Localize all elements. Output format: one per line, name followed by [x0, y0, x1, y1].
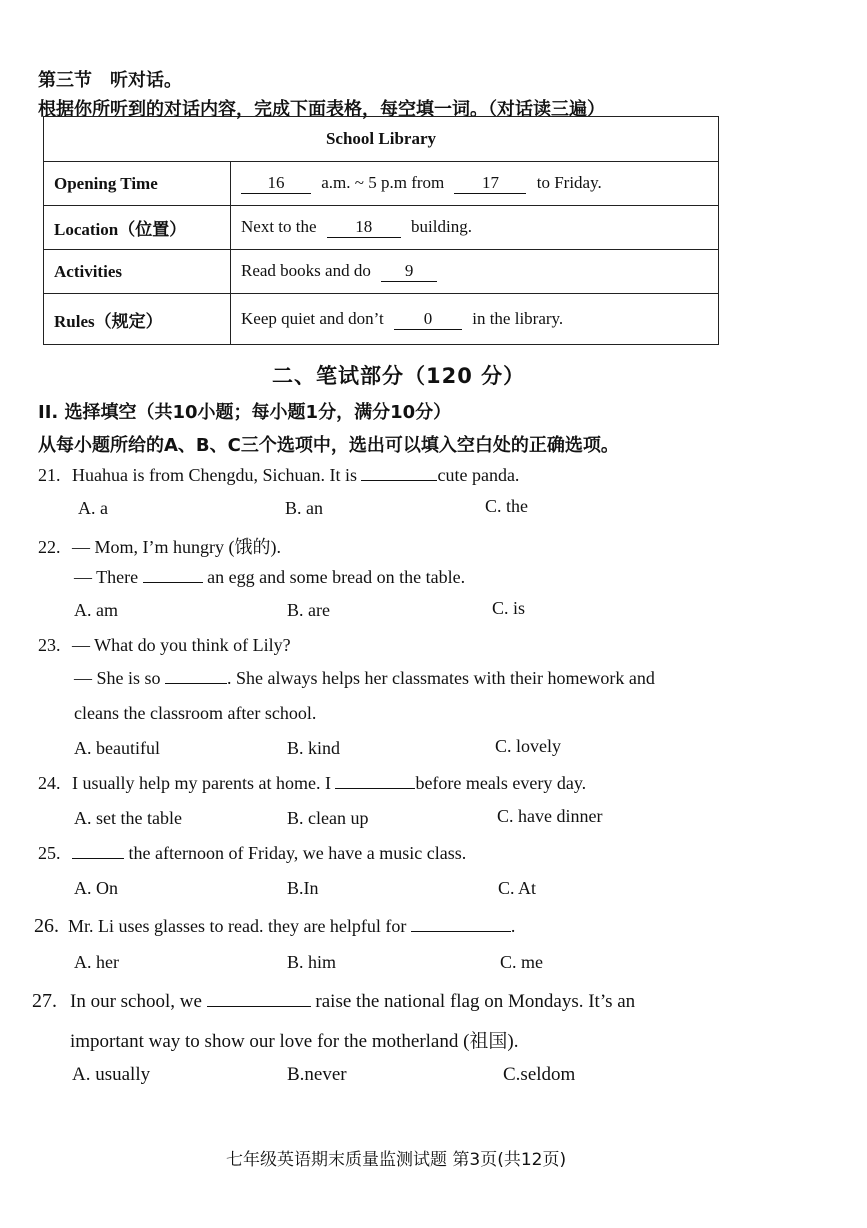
- row-value-location: [231, 206, 719, 250]
- question-number: 23.: [38, 635, 61, 655]
- part2-section-title: II. 选择填空（共10小题；每小题1分，满分10分）: [38, 402, 452, 423]
- question-number: 22.: [38, 537, 61, 557]
- rules-pre: Keep quiet and don’t: [241, 308, 384, 328]
- option-b: B.In: [287, 878, 319, 898]
- question-text: .: [510, 916, 516, 936]
- answer-blank-20: 0: [394, 309, 462, 330]
- option-c: C.seldom: [503, 1064, 576, 1085]
- question-text: before meals every day.: [415, 773, 587, 793]
- option-b: B. kind: [287, 738, 341, 758]
- question-text: Huahua is from Chengdu, Sichuan. It is: [72, 465, 357, 485]
- question-22: [38, 533, 281, 559]
- table-title: School Library: [44, 117, 719, 162]
- opening-time-post: to Friday.: [536, 173, 602, 192]
- row-label-activities: Activities: [44, 250, 231, 294]
- answer-blank: [72, 858, 124, 859]
- answer-blank: [207, 1006, 311, 1007]
- row-value-opening-time: [231, 162, 719, 206]
- option-a: A. On: [74, 878, 118, 898]
- question-number: 21.: [38, 465, 61, 485]
- question-number: 24.: [38, 773, 61, 793]
- answer-blank-17: 17: [454, 173, 526, 194]
- option-c: C. At: [498, 878, 537, 898]
- question-text: — What do you think of Lily?: [72, 635, 291, 655]
- opening-time-mid: a.m. ~ 5 p.m from: [321, 173, 445, 192]
- section3-label: 第三节: [38, 70, 92, 91]
- question-text: — She is so: [74, 668, 161, 688]
- part2-instruction: 从每小题所给的A、B、C三个选项中，选出可以填入空白处的正确选项。: [38, 435, 619, 456]
- question-text: I usually help my parents at home. I: [72, 773, 331, 793]
- answer-blank: [143, 582, 203, 583]
- question-text: — There: [74, 567, 139, 587]
- question-text: . She always helps her classmates with their homework and: [227, 668, 655, 688]
- table-row: [44, 294, 719, 345]
- question-27-line2: important way to show our love for the motherland (祖国).: [70, 1031, 519, 1052]
- row-label-opening-time: Opening Time: [44, 162, 231, 206]
- question-text: Mr. Li uses glasses to read. they are helpful for: [68, 916, 407, 936]
- question-23: [38, 635, 291, 656]
- row-value-activities: [231, 250, 719, 294]
- answer-blank-18: 18: [327, 217, 401, 238]
- question-text: — Mom, I’m hungry (饿的).: [72, 537, 281, 557]
- question-text: In our school, we: [70, 991, 202, 1012]
- answer-blank: [411, 931, 511, 932]
- row-label-rules: Rules（规定）: [44, 294, 231, 345]
- answer-blank-19: 9: [381, 261, 437, 282]
- section3-title: [38, 66, 182, 92]
- question-number: 27.: [32, 990, 57, 1012]
- question-number: 25.: [38, 843, 61, 863]
- option-b: B. him: [287, 952, 337, 972]
- option-b: B. an: [285, 498, 323, 518]
- question-21: [38, 465, 519, 486]
- option-c: C. the: [485, 496, 528, 516]
- rules-post: in the library.: [472, 308, 564, 328]
- option-a: A. beautiful: [74, 738, 160, 758]
- part2-title: 二、笔试部分（120 分）: [272, 364, 526, 388]
- activities-pre: Read books and do: [241, 261, 371, 280]
- option-c: C. me: [500, 952, 543, 972]
- location-post: building.: [411, 217, 472, 236]
- table-header-row: [44, 117, 719, 162]
- question-23-line3: cleans the classroom after school.: [74, 703, 317, 723]
- table-row: [44, 206, 719, 250]
- table-row: [44, 162, 719, 206]
- row-label-location: Location（位置）: [44, 206, 231, 250]
- option-b: B.never: [287, 1064, 347, 1085]
- option-a: A. a: [78, 498, 108, 518]
- option-c: C. have dinner: [497, 806, 603, 826]
- option-a: A. am: [74, 600, 118, 620]
- question-24: [38, 773, 586, 794]
- location-pre: Next to the: [241, 217, 317, 236]
- option-b: B. clean up: [287, 808, 369, 828]
- question-text: cute panda.: [437, 465, 520, 485]
- section3-subtitle: 听对话。: [110, 70, 182, 91]
- option-a: A. usually: [72, 1064, 151, 1085]
- question-27: [32, 990, 635, 1013]
- question-text: an egg and some bread on the table.: [207, 567, 466, 587]
- question-26: [34, 915, 515, 938]
- answer-blank: [335, 788, 415, 789]
- question-25: [38, 843, 466, 864]
- option-a: A. set the table: [74, 808, 182, 828]
- section3-instruction: 根据你所听到的对话内容，完成下面表格，每空填一词。（对话读三遍）: [38, 99, 605, 120]
- page-footer: 七年级英语期末质量监测试题 第3页(共12页): [226, 1150, 567, 1170]
- table-row: [44, 250, 719, 294]
- school-library-table: [43, 116, 719, 345]
- question-number: 26.: [34, 915, 59, 937]
- answer-blank-16: 16: [241, 173, 311, 194]
- option-b: B. are: [287, 600, 330, 620]
- question-23-line2: [74, 668, 655, 689]
- question-22-line2: [74, 567, 465, 588]
- option-a: A. her: [74, 952, 119, 972]
- question-text: the afternoon of Friday, we have a music class.: [128, 843, 467, 863]
- option-c: C. lovely: [495, 736, 561, 756]
- option-c: C. is: [492, 598, 526, 618]
- row-value-rules: [231, 294, 719, 345]
- answer-blank: [165, 683, 227, 684]
- question-text: raise the national flag on Mondays. It’s an: [315, 991, 636, 1012]
- answer-blank: [361, 480, 437, 481]
